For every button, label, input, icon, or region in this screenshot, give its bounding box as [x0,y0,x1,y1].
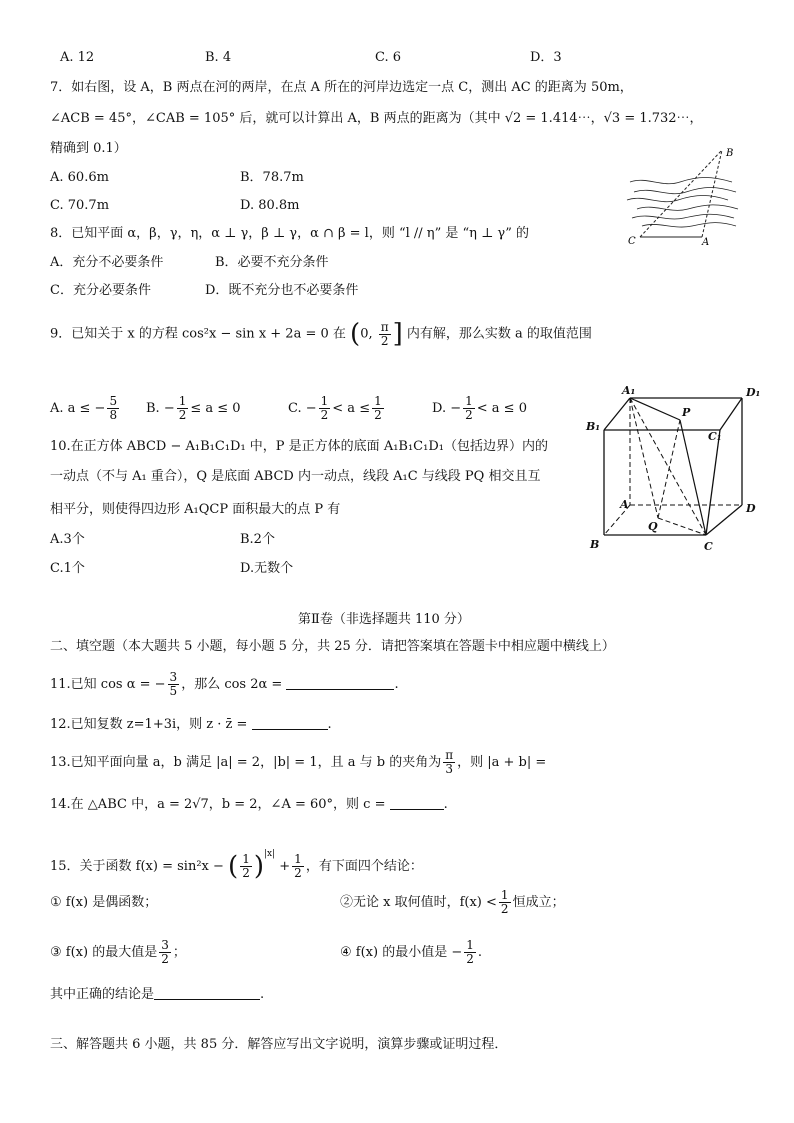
section3-intro: 三、解答题共 6 小题，共 85 分．解答应写出文字说明，演算步骤或证明过程． [50,1037,508,1052]
label-a1: A₁ [622,384,636,397]
segment-ab [702,150,722,237]
river-wave [632,214,734,219]
q15-conclusion-3 [50,936,186,970]
q8-option-a: A．充分不必要条件 [50,255,164,270]
fraction [292,853,304,880]
q10-option-b: B.2个 [240,532,275,547]
q11-end: . [394,677,399,692]
q8-stem: 8．已知平面 α，β，γ，η，α ⊥ γ，β ⊥ γ，α ∩ β = l，则 “l // η” 是 “η ⊥ γ” 的 [50,226,529,241]
option-text: ≤ a ≤ 0 [190,401,241,416]
q12-prefix: 12.已知复数 z=1+3i，则 z · z̄ = [50,717,248,732]
fraction [499,889,511,916]
label-a: A [702,237,710,248]
label-d1: D₁ [746,386,761,399]
conclusion-text: ④ f(x) 的最小值是 − [340,945,463,960]
q14 [50,795,448,815]
q9-option-a [50,392,121,426]
segment-qp [658,420,680,518]
q9-pi-over-2 [379,321,391,348]
label-q: Q [648,520,658,533]
q10-option-d: D.无数个 [240,561,294,576]
option-text: < a ≤ 0 [476,401,527,416]
q6-option-d: D．3 [530,50,562,65]
cube-figure [582,380,772,552]
q15-answer-end: . [260,987,265,1002]
option-text: B. − [146,401,175,416]
label-c: C [628,236,636,247]
q7-stem-line3: 精确到 0.1） [50,141,127,156]
segment-qc [658,518,706,535]
bracket-right: ] [392,319,403,349]
label-b1: B₁ [586,420,601,433]
q15-conclusion-1: ① f(x) 是偶函数； [50,895,158,910]
edge-c1c [706,430,720,535]
river-wave [630,178,732,184]
denominator: 2 [161,952,169,966]
paren-right: ) [253,851,264,882]
q8-option-d: D．既不充分也不必要条件 [205,283,359,298]
q9-prefix: 9．已知关于 x 的方程 cos²x − sin x + 2a = 0 在 [50,326,346,342]
label-p: P [682,406,691,419]
diag-a1c [630,398,706,535]
numerator: 3 [169,670,178,684]
label-b: B [726,148,734,159]
fraction [168,671,180,698]
q8-option-b: B．必要不充分条件 [215,255,329,270]
section2-intro: 二、填空题（本大题共 5 小题，每小题 5 分，共 25 分．请把答案填在答题卡中相应题中横线上） [50,639,615,654]
q9-option-d [432,392,527,426]
q9-option-c [288,392,386,426]
segment-pc [680,420,706,535]
conclusion-text: . [477,945,483,960]
denominator: 2 [466,952,474,966]
q15-post: ，有下面四个结论： [305,859,423,874]
numerator: 1 [320,394,329,408]
q10-stem-line2: 一动点（不与 A₁ 重合），Q 是底面 ABCD 内一动点，线段 A₁C 与线段 PQ 相交且互 [50,469,541,484]
q6-option-b: B. 4 [205,50,232,65]
denominator: 2 [294,866,302,880]
q9-suffix: 内有解，那么实数 a 的取值范围 [406,326,592,342]
numerator: 3 [161,938,169,952]
q10-option-a: A.3个 [50,532,85,547]
conclusion-text: ③ f(x) 的最大值是 [50,945,158,960]
segment-a1q [630,398,658,518]
fraction [372,395,384,422]
option-text: A. a ≤ − [50,401,106,416]
q13 [50,746,546,780]
denominator: 3 [445,762,453,776]
q12-end: . [327,717,332,732]
q12-answer-blank[interactable] [252,715,328,730]
fraction [463,395,475,422]
option-text: < a ≤ [332,401,371,416]
label-c1: C₁ [708,430,722,443]
river-wave [637,205,738,210]
numerator: 1 [466,938,474,952]
q10-stem-line1: 10.在正方体 ABCD − A₁B₁C₁D₁ 中，P 是正方体的底面 A₁B₁C₁D₁（包括边界）内的 [50,439,548,454]
denominator: 2 [320,408,329,422]
option-text: C. − [288,401,317,416]
q11 [50,668,399,702]
q8-option-c: C．充分必要条件 [50,283,151,298]
q9-option-b [146,392,241,426]
q15-conclusion-4 [340,936,482,970]
numerator: π [445,748,454,762]
q9-stem [50,316,592,352]
fraction [319,395,331,422]
denominator: 2 [500,902,509,916]
q9-interval-left: 0, [360,326,373,342]
fraction [240,853,252,880]
q15-prefix: 15．关于函数 f(x) = sin²x − [50,859,224,874]
edge-b1a1 [604,398,630,430]
edge-d1c1 [720,398,742,430]
river-wave [642,223,736,227]
paren-left: ( [350,319,361,349]
label-c: C [704,540,713,552]
river-wave [634,188,736,194]
numerator: 1 [294,852,302,866]
exponent: |x| [263,849,276,859]
q7-stem-line2: ∠ACB = 45°，∠CAB = 105° 后，就可以计算出 A，B 两点的距离为（其中 √2 = 1.414⋯，√3 = 1.732⋯， [50,111,703,126]
label-a: A [620,498,629,511]
numerator: 5 [109,394,118,408]
segment-a1p [630,398,680,420]
label-b: B [590,538,600,551]
q14-answer-blank[interactable] [390,795,444,810]
two-symbol: 2 [380,333,389,348]
q11-prefix: 11.已知 cos α = − [50,677,166,692]
plus-sign: + [279,859,291,874]
edge-cd [706,505,742,535]
q14-prefix: 14.在 △ABC 中，a = 2√7，b = 2，∠A = 60°，则 c = [50,797,386,812]
fraction [177,395,189,422]
paren-left: ( [228,851,239,882]
option-text: D. − [432,401,462,416]
q12 [50,715,332,735]
q11-answer-blank[interactable] [286,675,394,690]
q6-option-a: A. 12 [60,50,95,65]
fraction [159,939,171,966]
q7-option-b: B．78.7m [240,170,304,185]
q15-answer-label: 其中正确的结论是 [50,987,155,1002]
conclusion-text: ②无论 x 取何值时，f(x) < [340,895,497,910]
conclusion-text: 恒成立； [512,895,565,910]
denominator: 2 [465,408,473,422]
label-d: D [746,502,756,515]
numerator: 1 [178,394,187,408]
fraction [107,395,119,422]
q11-post: ，那么 cos 2α = [181,677,283,692]
q15-answer [50,985,264,1005]
q10-option-c: C.1个 [50,561,85,576]
q6-option-c: C. 6 [375,50,402,65]
q7-stem-line1: 7．如右图，设 A，B 两点在河的两岸，在点 A 所在的河岸边选定一点 C，测出 AC 的距离为 50m， [50,80,633,95]
pi-symbol: π [380,319,389,334]
section2-title: 第Ⅱ卷（非选择题共 110 分） [298,612,470,627]
q15-conclusion-2 [340,886,565,920]
denominator: 5 [169,684,178,698]
numerator: 1 [374,394,382,408]
denominator: 2 [178,408,187,422]
numerator: 1 [500,888,509,902]
q13-prefix: 13.已知平面向量 a，b 满足 |a| = 2，|b| = 1，且 a 与 b 的夹角为 [50,755,442,770]
q7-option-d: D. 80.8m [240,198,300,213]
q14-end: . [443,797,448,812]
q7-option-c: C. 70.7m [50,198,110,213]
numerator: 1 [242,852,250,866]
fraction [464,939,476,966]
q13-post: ，则 |a + b| = [457,755,547,770]
q15-answer-blank[interactable] [154,985,260,1000]
q7-option-a: A. 60.6m [50,170,109,185]
river-figure [622,142,752,250]
river-wave [627,196,728,202]
q10-stem-line3: 相平分，则使得四边形 A₁QCP 面积最大的点 P 有 [50,502,341,517]
denominator: 8 [109,408,118,422]
denominator: 2 [242,866,250,880]
numerator: 1 [465,394,473,408]
conclusion-text: ； [172,945,186,960]
denominator: 2 [374,408,382,422]
fraction [443,749,455,776]
q15-stem [50,834,423,882]
